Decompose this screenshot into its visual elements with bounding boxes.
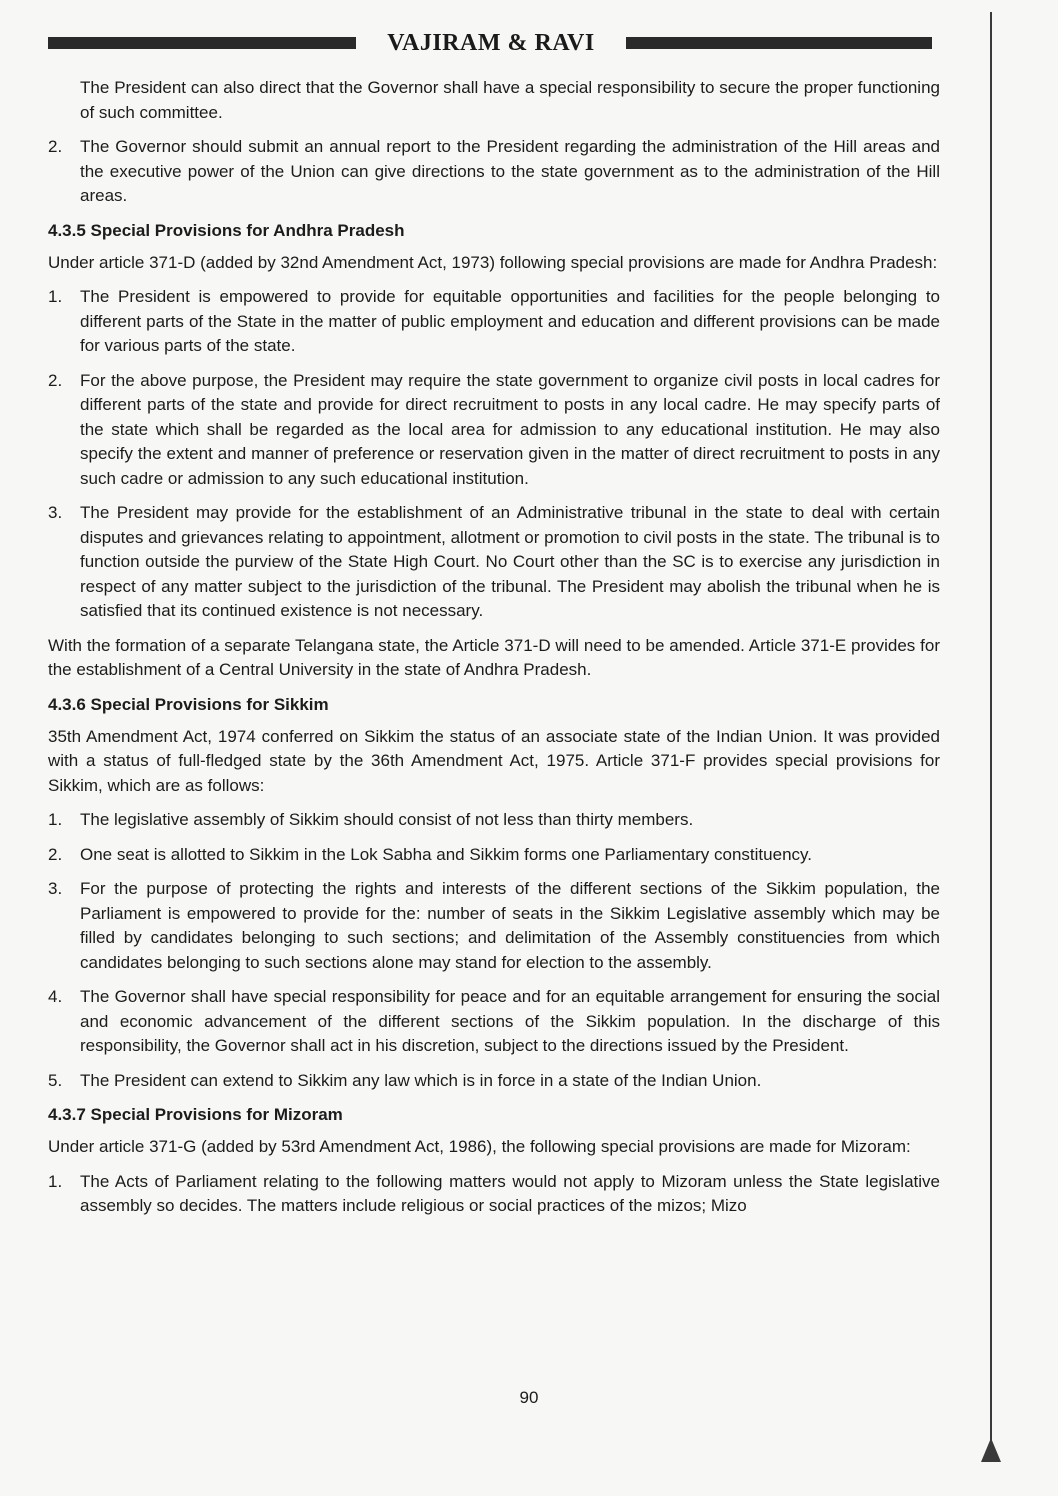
list-item-text: The Governor shall have special responsibility for peace and for an equitable arrangement for ensuring the social and economic advancement of the different sections of the Sikkim population. In the discharge of this responsibility, the Governor shall act in his discretion, subject to the directions issued by the President. [80, 987, 940, 1055]
section-heading-andhra-pradesh: 4.3.5 Special Provisions for Andhra Pradesh [48, 220, 405, 240]
list-item-number: 2. [48, 844, 63, 864]
list-item-number: 1. [48, 287, 63, 306]
sikkim-list [48, 808, 940, 1093]
list-item-text: For the above purpose, the President may require the state government to organize civil posts in local cadres for different parts of the state and provide for direct recruitment to posts in any local cadre. He may specify parts of the state which shall be regarded as the local area for admission to any educational institution. He may also specify the extent and manner of preference or reservation given in the matter of direct recruitment to posts in any such cadre or admission to any such educational institution. [80, 370, 940, 488]
list-item-number: 1. [48, 1171, 63, 1191]
list-item [48, 369, 940, 492]
header-bar-right [626, 37, 932, 49]
list-item [48, 501, 940, 624]
page-number: 90 [519, 1388, 539, 1407]
header-bar-left [48, 37, 356, 49]
binding-edge-cap [981, 1438, 1001, 1462]
list-item-text: The Acts of Parliament relating to the following matters would not apply to Mizoram unless the State legislative assembly so decides. The matters include religious or social practices of the mizos; Mizo [80, 1171, 940, 1215]
list-item-number: 2. [48, 370, 63, 390]
list-item-text: For the purpose of protecting the rights and interests of the different sections of the Sikkim population, the Parliament is empowered to provide for the: number of seats in the Sikkim Legislative assembly which may be filled by candidates belonging to such sections; and delimitation of the Assembly constituencies from which candidates belonging to such sections alone may stand for election to the assembly. [80, 879, 940, 972]
section-heading-sikkim: 4.3.6 Special Provisions for Sikkim [48, 694, 329, 714]
mizoram-list [48, 1170, 940, 1219]
list-item-text: The President may provide for the establishment of an Administrative tribunal in the state to deal with certain disputes and grievances relating to appointment, allotment or promotion to civil posts in the state. The tribunal is to function outside the purview of the State High Court. No Court other than the SC is to exercise any jurisdiction in respect of any matter subject to the jurisdiction of the tribunal. The President may abolish the tribunal when he is satisfied that its continued existence is not necessary. [80, 503, 940, 620]
list-item-text: The legislative assembly of Sikkim should consist of not less than thirty members. [80, 810, 694, 829]
list-item-number: 2. [48, 137, 63, 156]
list-item-number: 3. [48, 879, 63, 898]
list-item [48, 285, 940, 359]
section-lead: 35th Amendment Act, 1974 conferred on Sikkim the status of an associate state of the Indian Union. It was provided with a status of full-fledged state by the 36th Amendment Act, 1975. Article 371-F provides special provisions for Sikkim, which are as follows: [48, 726, 940, 795]
list-item [48, 808, 940, 833]
list-item [48, 877, 940, 975]
page-content [48, 76, 940, 1229]
list-item-text: The Governor should submit an annual report to the President regarding the administration of the Hill areas and the executive power of the Union can give directions to the state government as to the administration of the Hill areas. [80, 137, 940, 205]
list-item [48, 985, 940, 1059]
list-item-number: 1. [48, 810, 63, 829]
list-item-number: 5. [48, 1070, 63, 1090]
section-closing: With the formation of a separate Telangana state, the Article 371-D will need to be amended. Article 371-E provides for the establishment of a Central University in the state of Andhra Pradesh. [48, 635, 940, 679]
list-item-text: The President is empowered to provide for equitable opportunities and facilities for the people belonging to different parts of the State in the matter of public employment and education and different provisions can be made for various parts of the state. [80, 287, 940, 355]
header-title: VAJIRAM & RAVI [387, 30, 595, 56]
list-item-text: One seat is allotted to Sikkim in the Lok Sabha and Sikkim forms one Parliamentary constituency. [80, 844, 812, 864]
andhra-list [48, 285, 940, 624]
section-heading-mizoram: 4.3.7 Special Provisions for Mizoram [48, 1105, 343, 1124]
list-item [48, 1170, 940, 1219]
section-lead: Under article 371-G (added by 53rd Amendment Act, 1986), the following special provisions are made for Mizoram: [48, 1137, 911, 1156]
list-item-text: The President can extend to Sikkim any law which is in force in a state of the Indian Union. [80, 1070, 762, 1090]
list-item-number: 3. [48, 503, 63, 522]
page-header [48, 28, 932, 58]
list-item [48, 135, 940, 209]
binding-edge-rule [990, 12, 992, 1460]
list-item [48, 1069, 940, 1094]
list-item [48, 843, 940, 868]
section-lead: Under article 371-D (added by 32nd Amendment Act, 1973) following special provisions are made for Andhra Pradesh: [48, 252, 938, 272]
intro-paragraph: The President can also direct that the Governor shall have a special responsibility to secure the proper functioning of such committee. [80, 78, 940, 122]
list-item-number: 4. [48, 987, 63, 1006]
